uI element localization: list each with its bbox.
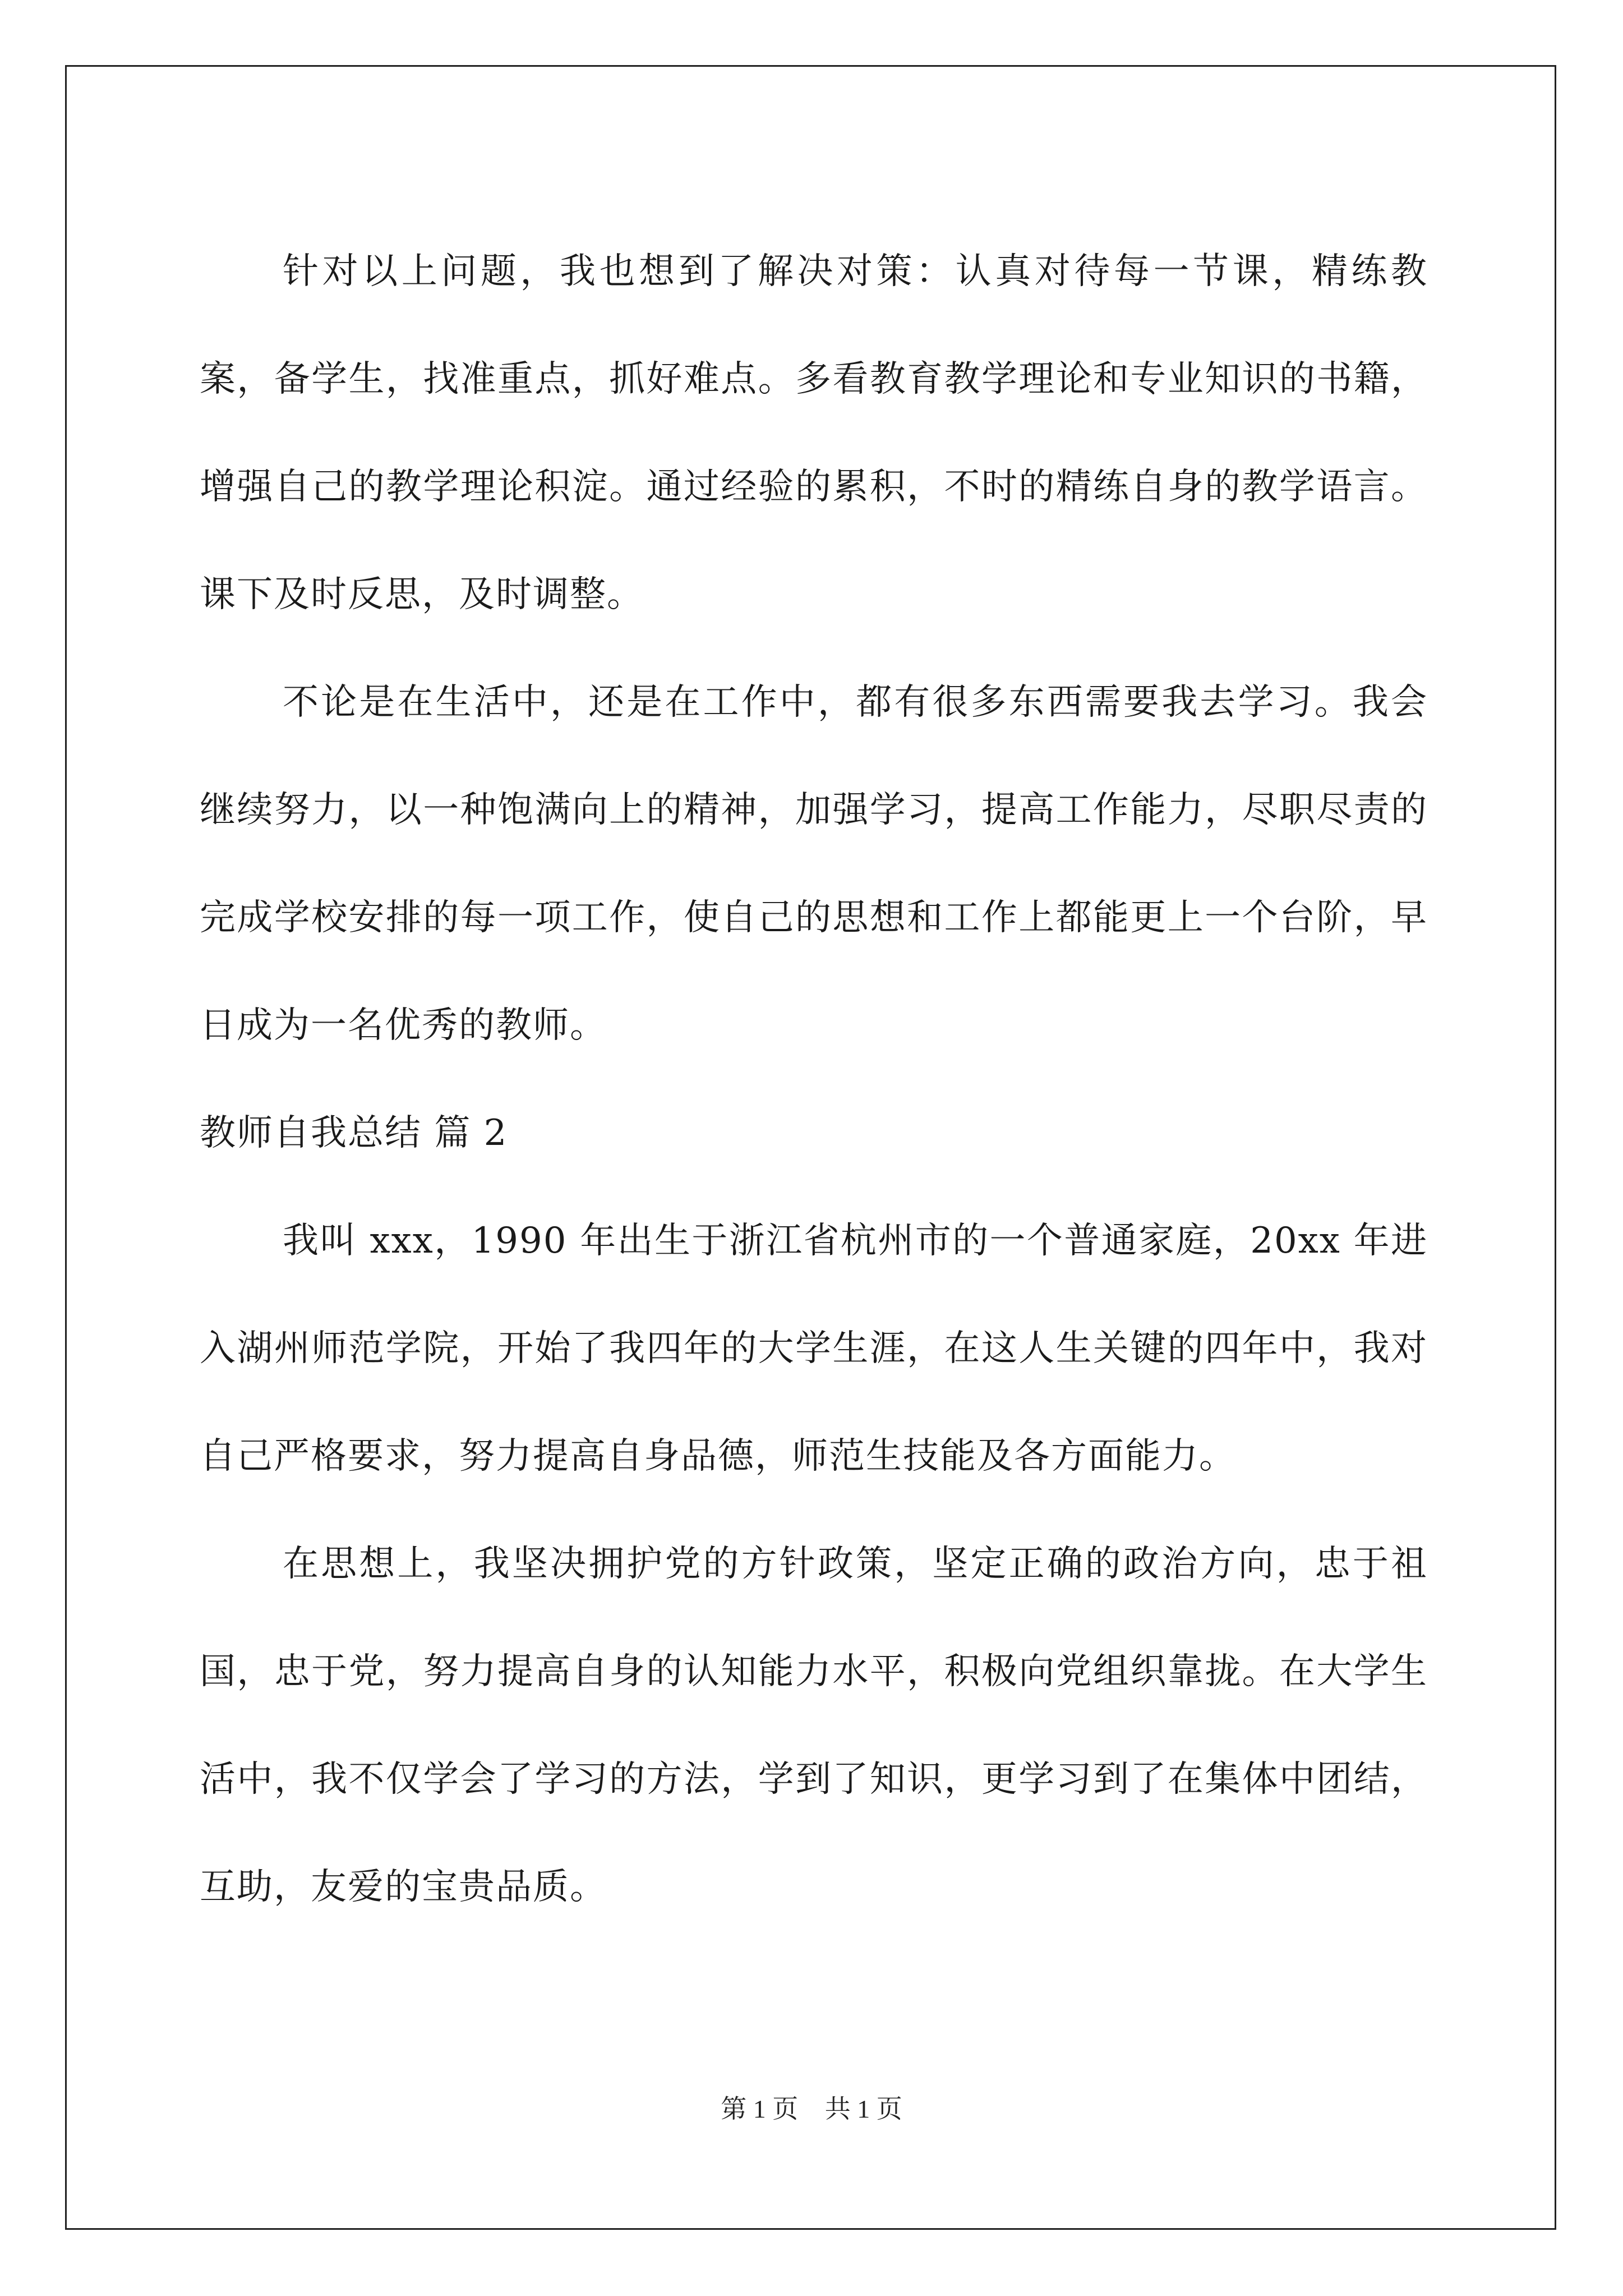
document-body xyxy=(200,218,1428,1941)
paragraph-introduction: 我叫 xxx，1990 年出生于浙江省杭州市的一个普通家庭，20xx 年进入湖州师范学院，开始了我四年的大学生涯，在这人生关键的四年中，我对自己严格要求，努力提高自身品德，师范生技能及各方面能力。 xyxy=(200,1220,1428,1477)
page-footer xyxy=(0,2092,1623,2126)
paragraph-ideology: 在思想上，我坚决拥护党的方针政策，坚定正确的政治方向，忠于祖国，忠于党，努力提高自身的认知能力水平，积极向党组织靠拢。在大学生活中，我不仅学会了学习的方法，学到了知识，更学习到了在集体中团结，互助，友爱的宝贵品质。 xyxy=(200,1543,1428,1908)
page-number: 第 1 页 xyxy=(721,2095,799,2123)
section-heading: 教师自我总结 篇 2 xyxy=(200,1112,508,1154)
paragraph-solutions: 针对以上问题，我也想到了解决对策：认真对待每一节课，精练教案，备学生，找准重点，抓好难点。多看教育教学理论和专业知识的书籍，增强自己的教学理论积淀。通过经验的累积，不时的精练自身的教学语言。课下及时反思，及时调整。 xyxy=(200,251,1428,615)
page-total: 共 1 页 xyxy=(824,2095,902,2123)
paragraph-commitment: 不论是在生活中，还是在工作中，都有很多东西需要我去学习。我会继续努力，以一种饱满向上的精神，加强学习，提高工作能力，尽职尽责的完成学校安排的每一项工作，使自己的思想和工作上都能更上一个台阶，早日成为一名优秀的教师。 xyxy=(200,682,1428,1046)
